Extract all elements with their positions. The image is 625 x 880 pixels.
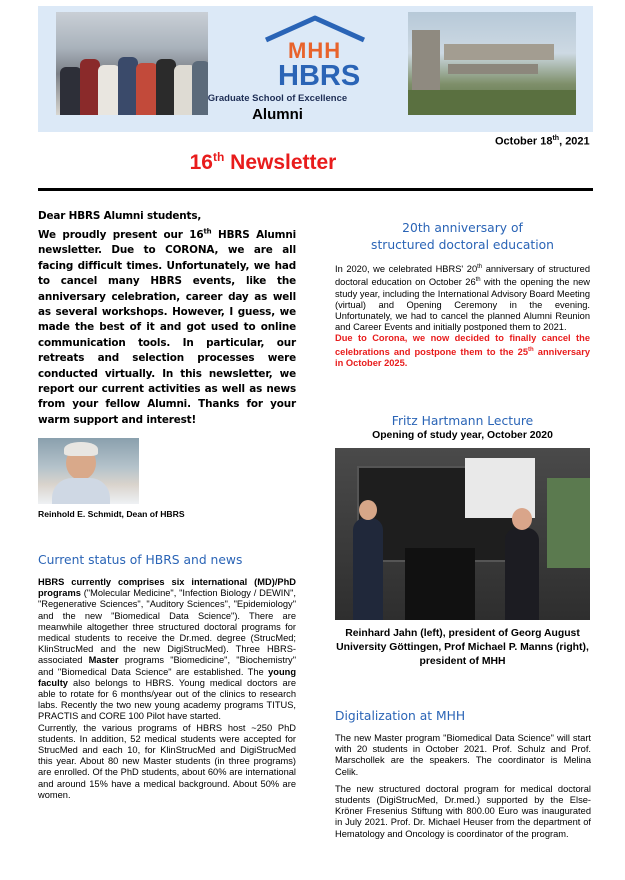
intro-letter	[38, 209, 296, 428]
logo-subtitle: Graduate School of Excellence	[207, 93, 348, 104]
alumni-group-photo	[56, 12, 208, 115]
dean-caption: Reinhold E. Schmidt, Dean of HBRS	[38, 509, 185, 519]
digitalization-body	[335, 733, 591, 846]
intro-text: We proudly present our 16th HBRS Alumni newsletter. Due to CORONA, we are all facing difficult times. Unfortunately, we had to cancel many HBRS events, like the anniversary celebration, career day as well as several workshops. However, I guess, we made the best of it and got used to online communication tools. In particular, our retreats and selection processes were conducted virtually. In this newsletter, we report our current activities as well as news from your fellow Alumni. Thanks for your warm support and interest!	[38, 227, 296, 426]
anniversary-cancel-notice: Due to Corona, we now decided to finally cancel the celebrations and postpone them to the 25th anniversary in October 2025.	[335, 333, 590, 368]
lecture-subheading: Opening of study year, October 2020	[372, 430, 553, 441]
newsletter-title: 16th Newsletter	[189, 150, 337, 174]
title-divider	[38, 188, 593, 191]
current-status-heading: Current status of HBRS and news	[38, 553, 243, 567]
anniversary-heading	[335, 220, 590, 254]
campus-aerial-photo	[408, 12, 576, 115]
lecture-heading: Fritz Hartmann Lecture	[391, 414, 534, 428]
anniversary-text: In 2020, we celebrated HBRS' 20th anniversary of structured doctoral education on October 26th with the opening the new study year, including the International Advisory Board Meeting (virtual) and Opening Ceremony in the evening. Unfortunately, we had to cancel the planned Alumni Reunion and Career Events and initially postponed them to 2021.	[335, 264, 590, 333]
dean-portrait-photo	[38, 438, 139, 504]
intro-greeting: Dear HBRS Alumni students,	[38, 210, 202, 222]
digitalization-para1: The new Master program "Biomedical Data Science" will start with 20 students in October 2021. Prof. Schulz and Prof. Marschollek are the speakers. The coordinator is Melina Celik.	[335, 733, 591, 777]
lecture-photo	[335, 448, 590, 620]
lecture-caption: Reinhard Jahn (left), president of Georg August University Göttingen, Prof Michael P. Manns (right), president of MHH	[336, 628, 589, 667]
digitalization-para2: The new structured doctoral program for medical doctoral students (DigiStrucMed, Dr.med.) supported by the Else-Kröner Fresenius Stiftung with 800.00 Euro was inaugurated in July 2021. Prof. Dr. Michael Heuser from the department of Hematology and Oncology is coordinator of the program.	[335, 783, 591, 839]
anniversary-heading-line2: structured doctoral education	[371, 238, 554, 252]
anniversary-body	[335, 262, 590, 369]
alumni-label: Alumni	[252, 106, 303, 123]
anniversary-heading-line1: 20th anniversary of	[402, 221, 523, 235]
newsletter-date: October 18th, 2021	[495, 135, 590, 148]
current-status-body	[38, 577, 296, 801]
logo-mhh-text: MHH	[288, 38, 342, 63]
current-status-para1: HBRS currently comprises six international (MD)/PhD programs ("Molecular Medicine", "Infection Biology / DEWIN", "Regenerative Sciences", "Auditory Sciences", "Epidemiology" and the new "Biomedical Data Science"). There are meanwhile altogether three structured doctoral programs for medical students to receive the Dr.med. degree (StrucMed; KlinStrucMed and the new DigiStrucMed). Three HBRS-associated Master programs "Biomedicine", "Biochemistry" and "Biomedical Data Science" are established. The young faculty also belongs to HBRS. Young medical doctors are able to rotate for 6 months/year out of the clinics to research labs. Recently the two new young academy programs TITUS, PRACTIS and CORE 100 Pilot have started.	[38, 577, 297, 722]
mhh-hbrs-logo	[260, 14, 370, 94]
logo-hbrs-text: HBRS	[278, 60, 361, 92]
digitalization-heading: Digitalization at MHH	[335, 709, 466, 723]
current-status-para2: Currently, the various programs of HBRS host ~250 PhD students. In addition, 52 medical students were accepted for StrucMed and each 10, for KlinStrucMed and DigiStrucMed this year. About 80 new Master students (in three programs) are enrolled. Of the PhD students, about 60% are international and around 15% have a medical background. About 50% are women.	[38, 722, 296, 800]
